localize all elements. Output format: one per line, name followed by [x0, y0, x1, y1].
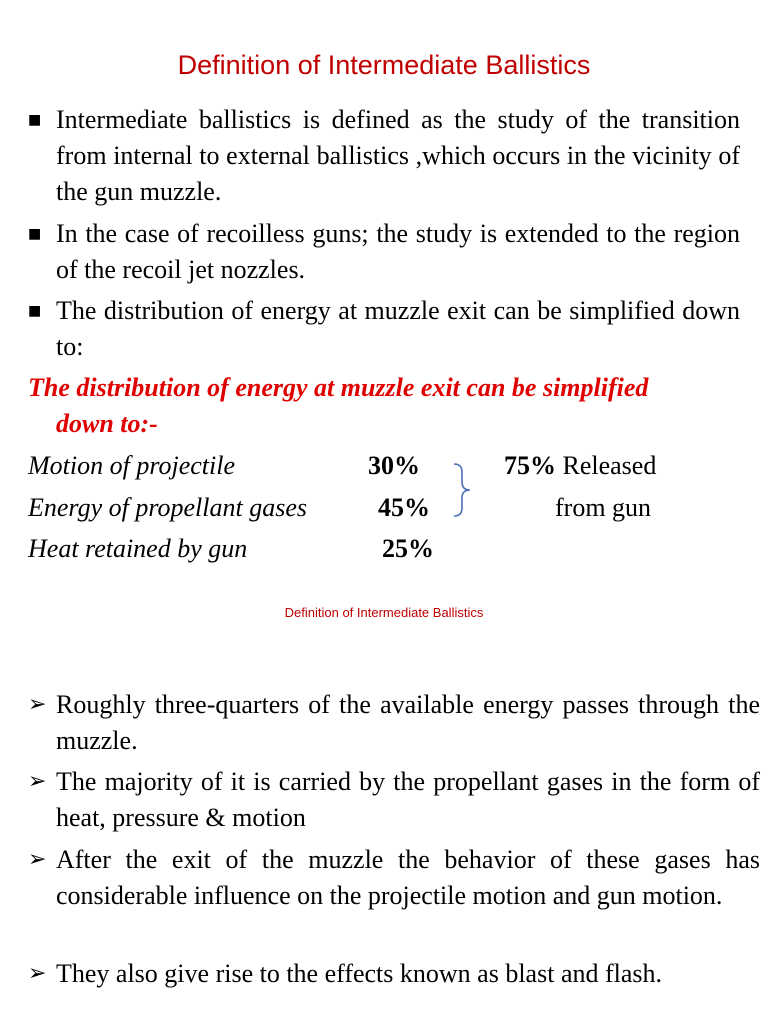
slide-subtitle: Definition of Intermediate Ballistics [284, 605, 484, 620]
released-text: Released [562, 451, 657, 480]
energy-value: 25% [382, 534, 434, 563]
arrow-bullet-icon: ➢ [28, 769, 47, 794]
arrow-bullet-icon: ➢ [28, 692, 47, 717]
energy-value: 45% [378, 493, 430, 522]
arrow-bullet-icon: ➢ [28, 961, 47, 986]
highlight-line-1: The distribution of energy at muzzle exit can be simplified [28, 373, 649, 402]
bullet-text: In the case of recoilless guns; the study is extended to the region of the recoil jet nozzles. [56, 219, 740, 284]
square-bullet-icon: ■ [28, 112, 42, 128]
arrow-item-text: The majority of it is carried by the propellant gases in the form of heat, pressure & motion [56, 767, 760, 832]
energy-label: Energy of propellant gases [28, 493, 307, 522]
curly-brace-icon [440, 458, 480, 522]
energy-label: Heat retained by gun [28, 534, 248, 563]
arrow-item-text: They also give rise to the effects known as blast and flash. [56, 959, 663, 988]
page-title: Definition of Intermediate Ballistics [177, 50, 591, 80]
bullet-text: Intermediate ballistics is defined as the study of the transition from internal to external ballistics ,which occurs in the vicinity of the gun muzzle. [56, 105, 740, 206]
arrow-list-item [28, 687, 760, 759]
bullet-text: The distribution of energy at muzzle exit can be simplified down to: [56, 296, 740, 361]
arrow-item-text: After the exit of the muzzle the behavior of these gases has considerable influence on the projectile motion and gun motion. [56, 845, 760, 910]
energy-label: Motion of projectile [28, 451, 235, 480]
bullet-item [28, 216, 740, 288]
bullet-item [28, 293, 740, 365]
square-bullet-icon: ■ [28, 226, 42, 242]
highlight-statement [28, 370, 744, 442]
released-value: 75% [504, 451, 556, 480]
bullet-item [28, 102, 740, 210]
arrow-item-text: Roughly three-quarters of the available energy passes through the muzzle. [56, 690, 760, 755]
energy-value: 30% [368, 451, 420, 480]
released-summary [504, 448, 656, 484]
arrow-list-item [28, 956, 760, 992]
arrow-list-item [28, 764, 760, 836]
arrow-list-item [28, 842, 760, 914]
released-text-2: from gun [555, 493, 652, 522]
arrow-bullet-icon: ➢ [28, 847, 47, 872]
square-bullet-icon: ■ [28, 303, 42, 319]
highlight-line-2: down to:- [56, 409, 158, 438]
